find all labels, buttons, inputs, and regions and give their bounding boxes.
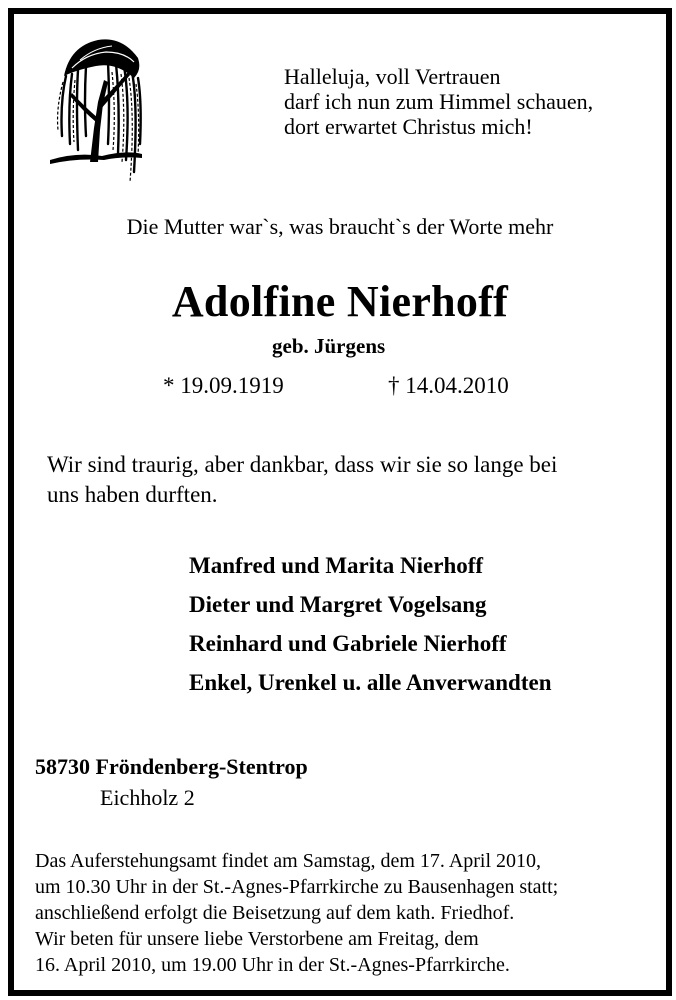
verse-line: darf ich nun zum Himmel schauen,: [284, 89, 594, 114]
service-details: [35, 848, 558, 978]
address-street: Eichholz 2: [100, 785, 195, 810]
gratitude-text: [47, 450, 657, 510]
deceased-name: Adolfine Nierhoff: [171, 277, 509, 326]
birth-date: * 19.09.1919: [163, 373, 284, 398]
mourners-list: [189, 546, 552, 702]
gratitude-line: uns haben durften.: [47, 482, 218, 507]
mourner: Dieter und Margret Vogelsang: [189, 592, 487, 617]
verse: [284, 64, 593, 139]
verse-line: dort erwartet Christus mich!: [284, 114, 533, 139]
motto: Die Mutter war`s, was braucht`s der Worte mehr: [126, 214, 554, 239]
address-city: 58730 Fröndenberg-Stentrop: [35, 754, 308, 779]
mourner: Reinhard und Gabriele Nierhoff: [189, 631, 507, 656]
obituary-notice: [8, 8, 672, 996]
verse-line: Halleluja, voll Vertrauen: [284, 64, 501, 89]
weeping-willow-icon: [46, 32, 146, 192]
mourner: Manfred und Marita Nierhoff: [189, 553, 484, 578]
mourner: Enkel, Urenkel u. alle Anverwandten: [189, 670, 552, 695]
service-line: um 10.30 Uhr in der St.-Agnes-Pfarrkirche zu Bausenhagen statt;: [35, 876, 559, 898]
service-line: Wir beten für unsere liebe Verstorbene am Freitag, dem: [35, 928, 479, 950]
service-line: Das Auferstehungsamt findet am Samstag, dem 17. April 2010,: [35, 850, 542, 872]
service-line: anschließend erfolgt die Beisetzung auf dem kath. Friedhof.: [35, 902, 515, 924]
birth-name: geb. Jürgens: [272, 334, 386, 358]
service-line: 16. April 2010, um 19.00 Uhr in der St.-Agnes-Pfarrkirche.: [35, 954, 510, 976]
death-date: † 14.04.2010: [388, 373, 509, 398]
gratitude-line: Wir sind traurig, aber dankbar, dass wir sie so lange bei: [47, 452, 558, 477]
